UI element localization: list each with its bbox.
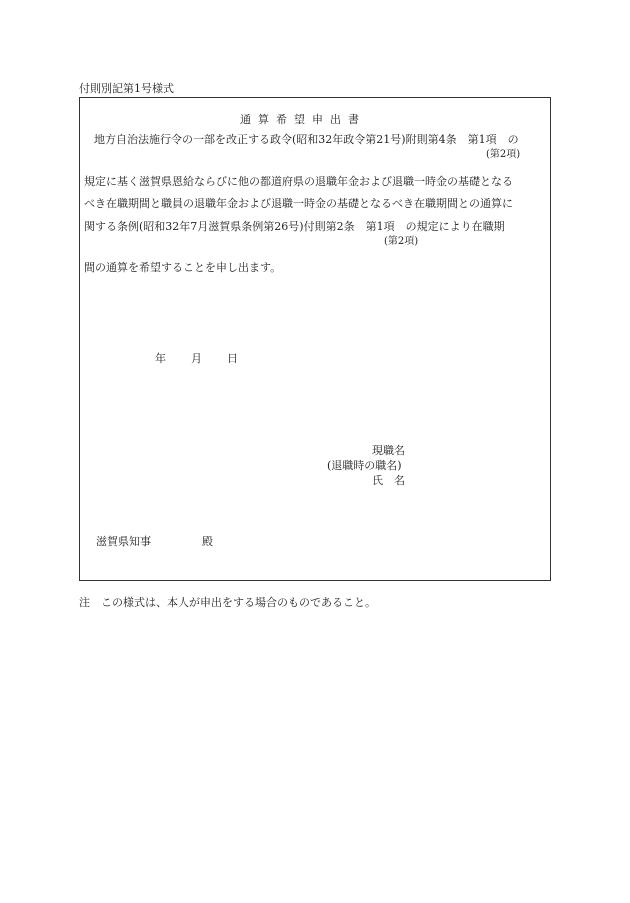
date-year-label: 年 [155,352,166,365]
date-day-label: 日 [227,352,238,365]
addressee-governor: 滋賀県知事 [96,535,151,548]
body-line-3: べき在職期間と職員の退職年金および退職一時金の基礎となるべき在職期間との通算に [84,197,513,210]
form-number-label: 付則別記第1号様式 [79,82,174,95]
body-line-4-subclause: (第2項) [384,236,419,247]
body-line-1-subclause: (第2項) [486,149,521,160]
footnote: 注 この様式は、本人が申出をする場合のものであること。 [79,596,376,609]
applicant-name-label: 氏 名 [372,474,405,487]
date-month-label: 月 [191,352,202,365]
application-form-frame [79,97,551,581]
addressee-honorific: 殿 [202,535,213,548]
current-position-label: 現職名 [372,444,405,457]
body-line-5: 間の通算を希望することを申し出ます。 [84,261,282,274]
retirement-position-label: (退職時の職名) [327,459,402,472]
body-line-4: 関する条例(昭和32年7月滋賀県条例第26号)付則第2条 第1項 の規定により在職期 [84,220,505,233]
document-title: 通算希望申出書 [240,113,366,126]
body-line-2: 規定に基く滋賀県恩給ならびに他の都道府県の退職年金および退職一時金の基礎となる [84,175,513,188]
body-line-1: 地方自治法施行令の一部を改正する政令(昭和32年政令第21号)附則第4条 第1項 の [94,133,519,146]
